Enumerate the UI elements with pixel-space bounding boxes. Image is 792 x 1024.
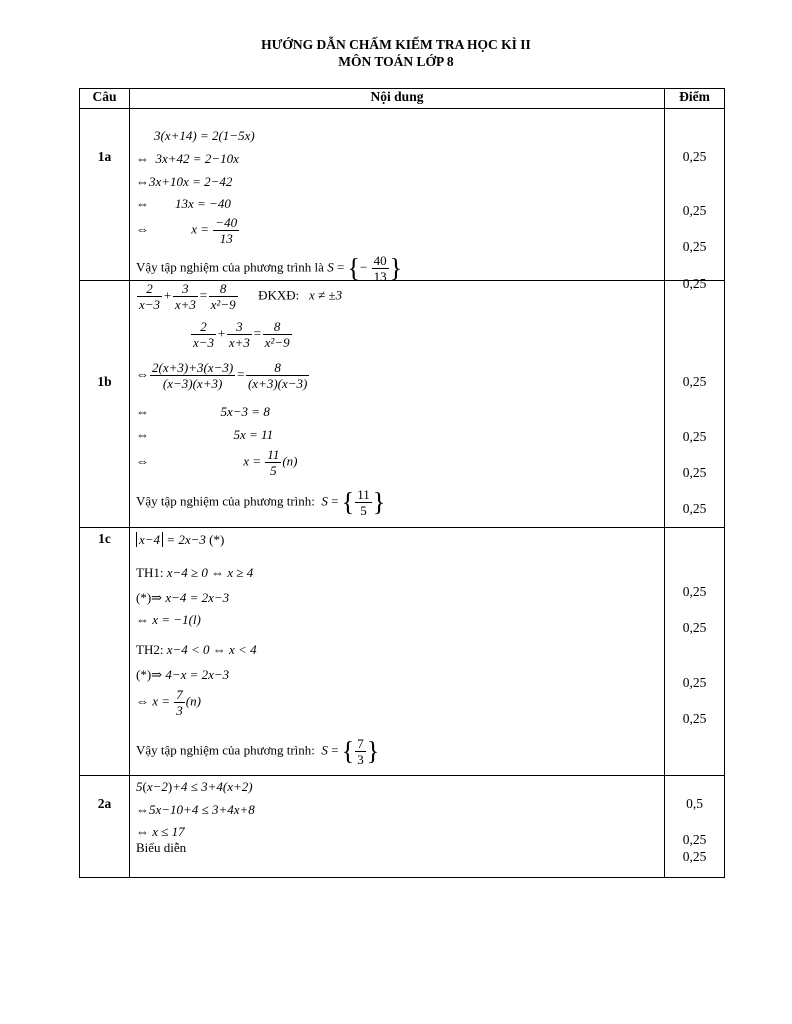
document-subtitle: MÔN TOÁN LỚP 8 (338, 54, 454, 69)
question-id: 1a (80, 109, 130, 281)
score-cell: 0,5 0,25 0,25 (665, 776, 725, 878)
case-label: TH1: (136, 565, 164, 580)
condition-label: ĐKXĐ: (258, 287, 300, 303)
score-cell: 0,25 0,25 0,25 0,25 (665, 528, 725, 776)
conclusion-text: Vậy tập nghiệm của phương trình: (136, 742, 315, 758)
solution-content: x−4 = 2x−3 (*) TH1: x−4 ≥ 0 ⇔ x ≥ 4 (*)⇒ x−4 = 2x−3 ⇔ x = −1(l) TH2: x−4 < 0 ⇔ x < 4 (*)⇒ 4−x = 2x−3 ⇔ x = $\frac{7}{3}$ (n) Vậy tập nghiệm của phương trình: S = { $\frac{7}{3}$ } (130, 528, 665, 776)
column-header-score: Điểm (665, 89, 725, 109)
column-header-content: Nội dung (130, 89, 665, 109)
case-label: TH2: (136, 642, 164, 657)
conclusion-text: Vậy tập nghiệm của phương trình: (136, 493, 315, 509)
table-row (80, 776, 725, 878)
table-row (80, 281, 725, 528)
solution-content: $\frac{2}{x-3}$ + $\frac{3}{x+3}$ = $\frac{8}{\text{x²−9}}$ ĐKXĐ: x ≠ ±3 $\frac{2}{x-3}$ + $\frac{3}{x+3}$ = $\frac{8}{\text{x²−9}}$ ⇔ $\frac{2(x+3)+3(x-3)}{(x-3)(x+3)}$ = $\frac{8}{(x+3)(x-3)}$ ⇔ 5x−3 = 8 ⇔ 5x = 11 ⇔ x = $\frac{11}{5}$ (n) Vậy tập nghiệm của phương trình: S = { $\frac{11}{5}$ } (130, 281, 665, 528)
question-id: 2a (80, 776, 130, 878)
table-row (80, 109, 725, 281)
solution-content: 5(x−2)+4 ≤ 3+4(x+2) ⇔5x−10+4 ≤ 3+4x+8 ⇔ x ≤ 17 Biểu diễn (130, 776, 665, 878)
document-title: HƯỚNG DẪN CHẤM KIỂM TRA HỌC KÌ II (261, 37, 531, 52)
question-id: 1b (80, 281, 130, 528)
grading-table (79, 88, 725, 878)
representation-note: Biểu diễn (136, 840, 187, 855)
solution-content: 3(x+14) = 2(1−5x) ⇔ 3x+42 = 2−10x ⇔3x+10x = 2−42 ⇔ 13x = −40 ⇔ x = $\frac{-40}{13}$ Vậy tập nghiệm của phương trình là S = {− $\frac{40}{13}$ } (130, 109, 665, 281)
question-id: 1c (80, 528, 130, 776)
column-header-question: Câu (80, 89, 130, 109)
conclusion-text: Vậy tập nghiệm của phương trình là (136, 259, 324, 275)
table-header-row (80, 89, 725, 109)
score-cell: 0,25 0,25 0,25 0,25 (665, 281, 725, 528)
score-cell: 0,25 0,25 0,25 0,25 (665, 109, 725, 281)
table-row (80, 528, 725, 776)
